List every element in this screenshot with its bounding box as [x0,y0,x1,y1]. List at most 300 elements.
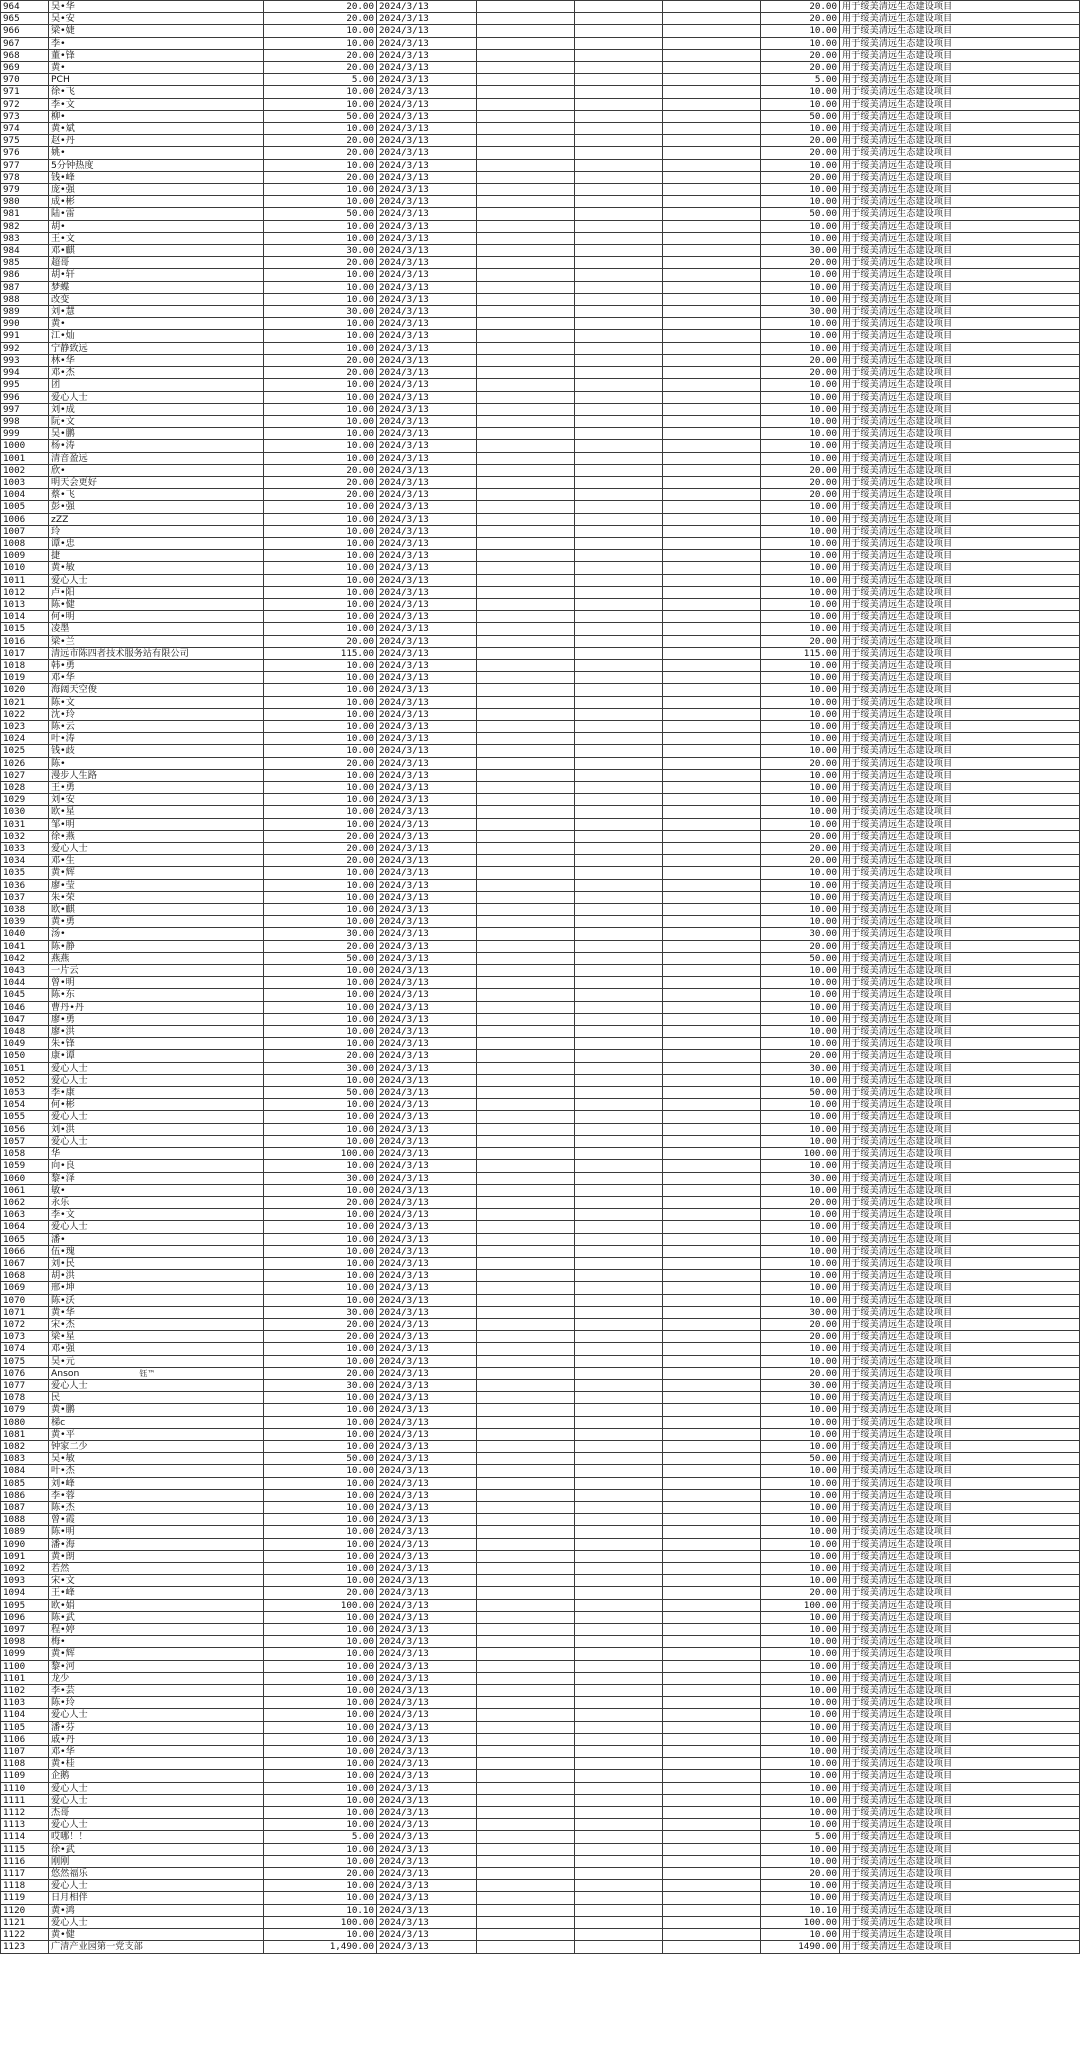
donor-name-text: Anson [51,1367,80,1379]
blank-cell [663,598,761,610]
blank-cell [477,1038,575,1050]
blank-cell [575,1428,663,1440]
donation-purpose: 用于绥美清远生态建设项目 [840,1074,1080,1086]
donation-date: 2024/3/13 [377,379,477,391]
table-row [1,74,1080,86]
donation-purpose: 用于绥美清远生态建设项目 [840,879,1080,891]
donation-amount: 10.00 [264,1819,377,1831]
used-amount: 10.00 [761,1892,840,1904]
record-number: 1055 [1,1111,49,1123]
donation-amount: 30.00 [264,1062,377,1074]
blank-cell [575,281,663,293]
blank-cell [663,464,761,476]
table-row [1,1660,1080,1672]
table-row [1,171,1080,183]
donation-amount: 10.00 [264,1294,377,1306]
donation-amount: 30.00 [264,1172,377,1184]
donation-date: 2024/3/13 [377,1648,477,1660]
donation-date: 2024/3/13 [377,647,477,659]
record-number: 1106 [1,1733,49,1745]
table-row [1,196,1080,208]
blank-cell [477,1282,575,1294]
blank-cell [477,1343,575,1355]
used-amount: 10.00 [761,1660,840,1672]
table-row [1,232,1080,244]
donor-name: 李•文 [49,1209,264,1221]
donor-name: 叶•涛 [49,733,264,745]
donation-purpose: 用于绥美清远生态建设项目 [840,440,1080,452]
blank-cell [477,293,575,305]
donation-amount: 10.00 [264,904,377,916]
blank-cell [575,537,663,549]
donor-name: 钟家二少 [49,1440,264,1452]
blank-cell [663,769,761,781]
donation-date: 2024/3/13 [377,1538,477,1550]
used-amount: 10.00 [761,1245,840,1257]
table-row [1,1697,1080,1709]
used-amount: 20.00 [761,1318,840,1330]
blank-cell [663,1904,761,1916]
blank-cell [663,306,761,318]
blank-cell [663,391,761,403]
donation-purpose: 用于绥美清远生态建设项目 [840,611,1080,623]
used-amount: 10.00 [761,1489,840,1501]
table-row [1,367,1080,379]
donation-purpose: 用于绥美清远生态建设项目 [840,965,1080,977]
blank-cell [477,1428,575,1440]
blank-cell [663,904,761,916]
record-number: 1024 [1,733,49,745]
blank-cell [575,1599,663,1611]
donation-date: 2024/3/13 [377,1331,477,1343]
donor-name: 韩•勇 [49,659,264,671]
blank-cell [575,1038,663,1050]
blank-cell [663,1611,761,1623]
blank-cell [575,1575,663,1587]
table-row [1,843,1080,855]
record-number: 1000 [1,440,49,452]
donation-date: 2024/3/13 [377,879,477,891]
donation-date: 2024/3/13 [377,965,477,977]
blank-cell [663,1160,761,1172]
table-row [1,1001,1080,1013]
donor-name: 曹丹•丹 [49,1001,264,1013]
donation-purpose: 用于绥美清远生态建设项目 [840,342,1080,354]
donor-name: 陈•文 [49,696,264,708]
donation-purpose: 用于绥美清远生态建设项目 [840,1038,1080,1050]
record-number: 1054 [1,1099,49,1111]
donation-date: 2024/3/13 [377,928,477,940]
record-number: 1090 [1,1538,49,1550]
donation-purpose: 用于绥美清远生态建设项目 [840,147,1080,159]
donation-amount: 10.00 [264,916,377,928]
donor-name: 姚• [49,147,264,159]
record-number: 990 [1,318,49,330]
record-number: 1035 [1,867,49,879]
record-number: 1098 [1,1636,49,1648]
donation-date: 2024/3/13 [377,1392,477,1404]
donor-name: 李•芸 [49,1685,264,1697]
record-number: 1034 [1,855,49,867]
table-row [1,245,1080,257]
donor-name: 梯c [49,1416,264,1428]
donation-date: 2024/3/13 [377,1379,477,1391]
record-number: 1060 [1,1172,49,1184]
record-number: 1082 [1,1440,49,1452]
blank-cell [477,1709,575,1721]
donation-amount: 10.00 [264,708,377,720]
donation-date: 2024/3/13 [377,1099,477,1111]
blank-cell [575,598,663,610]
donation-amount: 10.00 [264,1489,377,1501]
donation-date: 2024/3/13 [377,757,477,769]
table-row [1,891,1080,903]
blank-cell [663,1196,761,1208]
donation-purpose: 用于绥美清远生态建设项目 [840,1209,1080,1221]
used-amount: 10.00 [761,1624,840,1636]
record-number: 1030 [1,806,49,818]
blank-cell [663,159,761,171]
donation-purpose: 用于绥美清远生态建设项目 [840,1111,1080,1123]
donation-amount: 5.00 [264,74,377,86]
donation-date: 2024/3/13 [377,367,477,379]
record-number: 1097 [1,1624,49,1636]
used-amount: 10.00 [761,659,840,671]
blank-cell [575,806,663,818]
blank-cell [575,1697,663,1709]
table-row [1,1563,1080,1575]
donor-name: 戚•丹 [49,1733,264,1745]
record-number: 1096 [1,1611,49,1623]
used-amount: 10.00 [761,769,840,781]
blank-cell [663,1453,761,1465]
donation-date: 2024/3/13 [377,440,477,452]
donation-date: 2024/3/13 [377,428,477,440]
record-number: 1066 [1,1245,49,1257]
record-number: 1019 [1,672,49,684]
blank-cell [477,1746,575,1758]
record-number: 1099 [1,1648,49,1660]
record-number: 1023 [1,720,49,732]
table-row [1,1074,1080,1086]
record-number: 1037 [1,891,49,903]
blank-cell [477,1379,575,1391]
table-row [1,1367,1080,1379]
blank-cell [663,586,761,598]
table-row [1,1038,1080,1050]
record-number: 1103 [1,1697,49,1709]
donation-date: 2024/3/13 [377,159,477,171]
blank-cell [575,379,663,391]
donation-date: 2024/3/13 [377,1807,477,1819]
donation-purpose: 用于绥美清远生态建设项目 [840,1318,1080,1330]
donation-purpose: 用于绥美清远生态建设项目 [840,452,1080,464]
blank-cell [575,1550,663,1562]
record-number: 1079 [1,1404,49,1416]
donation-amount: 10.00 [264,342,377,354]
table-row [1,306,1080,318]
blank-cell [477,147,575,159]
table-row [1,1636,1080,1648]
table-row [1,1087,1080,1099]
record-number: 1001 [1,452,49,464]
donation-purpose: 用于绥美清远生态建设项目 [840,1172,1080,1184]
donor-name: 日月相伴 [49,1892,264,1904]
table-row [1,989,1080,1001]
record-number: 1069 [1,1282,49,1294]
blank-cell [575,1245,663,1257]
blank-cell [575,904,663,916]
blank-cell [575,952,663,964]
blank-cell [477,965,575,977]
donation-purpose: 用于绥美清远生态建设项目 [840,37,1080,49]
donation-date: 2024/3/13 [377,1916,477,1928]
used-amount: 10.00 [761,37,840,49]
donation-purpose: 用于绥美清远生态建设项目 [840,1721,1080,1733]
record-number: 1116 [1,1855,49,1867]
donation-purpose: 用于绥美清远生态建设项目 [840,1453,1080,1465]
blank-cell [575,306,663,318]
donation-date: 2024/3/13 [377,1868,477,1880]
blank-cell [477,1196,575,1208]
donor-name: 漫步人生路 [49,769,264,781]
record-number: 1004 [1,489,49,501]
donation-amount: 50.00 [264,110,377,122]
used-amount: 10.00 [761,1013,840,1025]
blank-cell [575,257,663,269]
donation-amount: 10.00 [264,1807,377,1819]
donation-amount: 10.00 [264,672,377,684]
donor-name: 燕燕 [49,952,264,964]
donation-amount: 10.00 [264,379,377,391]
donation-date: 2024/3/13 [377,257,477,269]
blank-cell [575,1135,663,1147]
blank-cell [575,1904,663,1916]
blank-cell [477,720,575,732]
blank-cell [575,1306,663,1318]
blank-cell [663,635,761,647]
record-number: 1086 [1,1489,49,1501]
donation-amount: 10.00 [264,1648,377,1660]
blank-cell [663,952,761,964]
blank-cell [663,171,761,183]
donation-amount: 10.00 [264,1782,377,1794]
blank-cell [575,672,663,684]
donation-amount: 10.00 [264,1721,377,1733]
blank-cell [477,794,575,806]
used-amount: 10.00 [761,782,840,794]
blank-cell [663,1062,761,1074]
used-amount: 20.00 [761,62,840,74]
blank-cell [575,452,663,464]
table-row [1,342,1080,354]
blank-cell [575,965,663,977]
blank-cell [477,1050,575,1062]
donation-amount: 10.00 [264,1501,377,1513]
blank-cell [663,696,761,708]
record-number: 1018 [1,659,49,671]
blank-cell [477,379,575,391]
donation-date: 2024/3/13 [377,1026,477,1038]
donation-purpose: 用于绥美清远生态建设项目 [840,110,1080,122]
blank-cell [575,1257,663,1269]
used-amount: 10.00 [761,1611,840,1623]
donation-amount: 30.00 [264,306,377,318]
blank-cell [575,1440,663,1452]
donation-date: 2024/3/13 [377,574,477,586]
donation-purpose: 用于绥美清远生态建设项目 [840,928,1080,940]
donor-name: 凌墨 [49,623,264,635]
blank-cell [663,1672,761,1684]
blank-cell [575,1123,663,1135]
donation-date: 2024/3/13 [377,220,477,232]
blank-cell [663,745,761,757]
donation-date: 2024/3/13 [377,904,477,916]
donor-name: 爱心人士 [49,843,264,855]
blank-cell [477,245,575,257]
donation-amount: 10.00 [264,1514,377,1526]
donation-date: 2024/3/13 [377,1697,477,1709]
donation-purpose: 用于绥美清远生态建设项目 [840,1575,1080,1587]
blank-cell [663,733,761,745]
donation-amount: 10.00 [264,525,377,537]
record-number: 992 [1,342,49,354]
used-amount: 100.00 [761,1916,840,1928]
blank-cell [663,135,761,147]
blank-cell [663,1038,761,1050]
donor-name: 爱心人士 [49,1782,264,1794]
record-number: 1031 [1,818,49,830]
used-amount: 10.00 [761,1428,840,1440]
table-row [1,1282,1080,1294]
record-number: 1028 [1,782,49,794]
blank-cell [575,245,663,257]
blank-cell [575,1062,663,1074]
used-amount: 10.00 [761,1099,840,1111]
table-row [1,293,1080,305]
donor-name: 赵•丹 [49,135,264,147]
blank-cell [477,1843,575,1855]
donation-purpose: 用于绥美清远生态建设项目 [840,1013,1080,1025]
table-row [1,330,1080,342]
table-row [1,1758,1080,1770]
donation-amount: 10.00 [264,794,377,806]
record-number: 1011 [1,574,49,586]
blank-cell [663,659,761,671]
blank-cell [477,586,575,598]
record-number: 1021 [1,696,49,708]
table-row [1,1807,1080,1819]
donation-purpose: 用于绥美清远生态建设项目 [840,257,1080,269]
donation-date: 2024/3/13 [377,1782,477,1794]
blank-cell [477,1489,575,1501]
donation-date: 2024/3/13 [377,415,477,427]
record-number: 991 [1,330,49,342]
blank-cell [477,318,575,330]
donor-name: 捷 [49,550,264,562]
used-amount: 10.00 [761,123,840,135]
donation-purpose: 用于绥美清远生态建设项目 [840,1794,1080,1806]
used-amount: 10.00 [761,159,840,171]
donor-name: 潘•芬 [49,1721,264,1733]
blank-cell [575,1172,663,1184]
table-row [1,623,1080,635]
record-number: 1071 [1,1306,49,1318]
donation-purpose: 用于绥美清远生态建设项目 [840,1868,1080,1880]
used-amount: 20.00 [761,367,840,379]
record-number: 968 [1,49,49,61]
donation-amount: 10.00 [264,1184,377,1196]
donation-purpose: 用于绥美清远生态建设项目 [840,745,1080,757]
donation-date: 2024/3/13 [377,623,477,635]
blank-cell [575,1648,663,1660]
donation-amount: 10.00 [264,1392,377,1404]
used-amount: 20.00 [761,171,840,183]
blank-cell [663,1135,761,1147]
blank-cell [663,965,761,977]
donation-date: 2024/3/13 [377,1245,477,1257]
blank-cell [477,74,575,86]
blank-cell [663,855,761,867]
table-row [1,794,1080,806]
donor-name: 王•文 [49,232,264,244]
blank-cell [477,1465,575,1477]
used-amount: 10.00 [761,293,840,305]
donation-date: 2024/3/13 [377,208,477,220]
used-amount: 20.00 [761,1050,840,1062]
used-amount: 10.00 [761,1575,840,1587]
blank-cell [477,171,575,183]
table-row [1,1123,1080,1135]
table-row [1,1,1080,13]
blank-cell [477,1831,575,1843]
donation-amount: 10.00 [264,1038,377,1050]
donation-amount: 20.00 [264,476,377,488]
donation-purpose: 用于绥美清远生态建设项目 [840,1746,1080,1758]
donation-date: 2024/3/13 [377,1416,477,1428]
donation-purpose: 用于绥美清远生态建设项目 [840,574,1080,586]
record-number: 1094 [1,1587,49,1599]
blank-cell [477,672,575,684]
table-row [1,86,1080,98]
donor-name: 明天会更好 [49,476,264,488]
donation-date: 2024/3/13 [377,62,477,74]
blank-cell [663,293,761,305]
blank-cell [477,916,575,928]
table-row [1,147,1080,159]
donation-date: 2024/3/13 [377,1550,477,1562]
donor-name: 黄•勇 [49,916,264,928]
donation-amount: 10.00 [264,598,377,610]
table-row [1,1685,1080,1697]
blank-cell [477,489,575,501]
table-row [1,1428,1080,1440]
blank-cell [477,1453,575,1465]
donation-date: 2024/3/13 [377,1440,477,1452]
donation-date: 2024/3/13 [377,1624,477,1636]
blank-cell [575,220,663,232]
donor-name: 一片云 [49,965,264,977]
blank-cell [663,1416,761,1428]
record-number: 1033 [1,843,49,855]
donation-amount: 10.00 [264,1672,377,1684]
blank-cell [477,647,575,659]
blank-cell [575,37,663,49]
donation-amount: 10.00 [264,1160,377,1172]
donation-purpose: 用于绥美清远生态建设项目 [840,1660,1080,1672]
donation-amount: 10.00 [264,415,377,427]
donor-name: 叶•杰 [49,1465,264,1477]
